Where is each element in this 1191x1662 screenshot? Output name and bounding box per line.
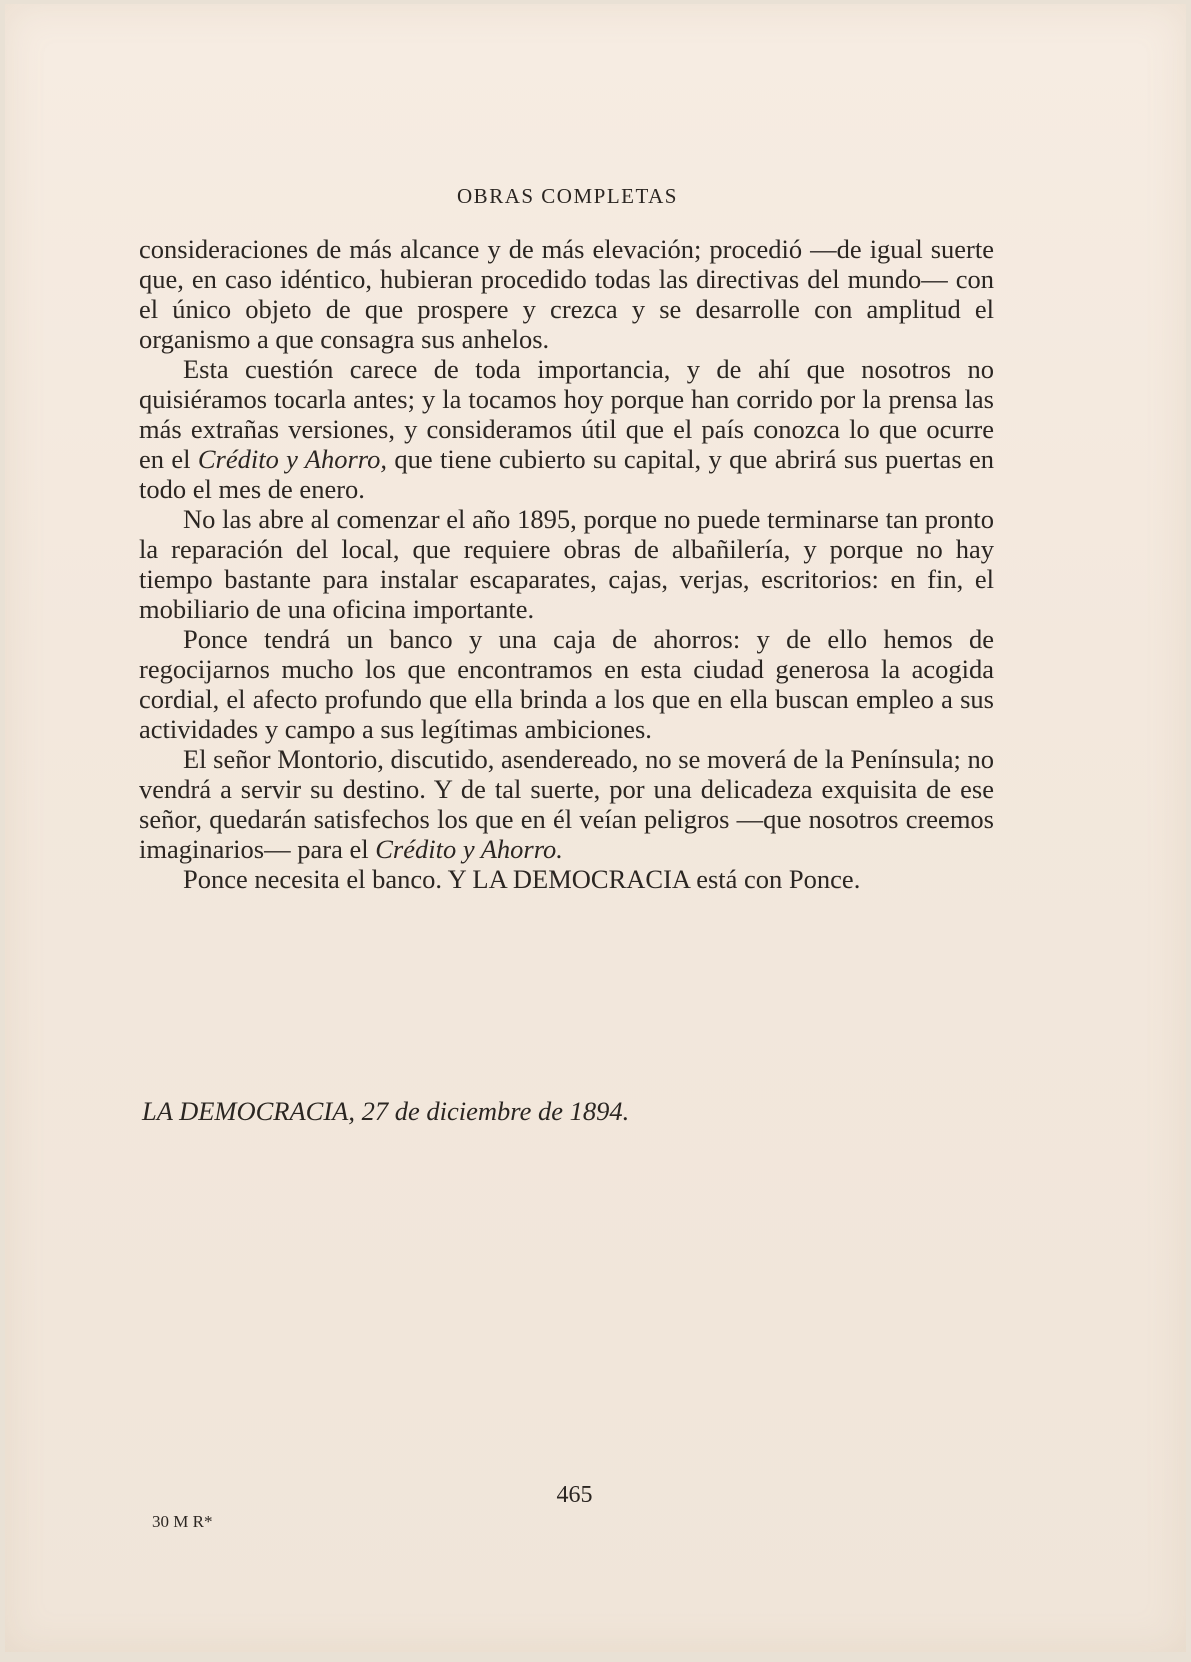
article-signature: LA DEMOCRACIA, 27 de diciembre de 1894. bbox=[142, 1096, 630, 1126]
text-segment: Esta cuestión carece de toda importancia, y de ahí que nosotros no quisiéramos tocarla antes; y la tocamos hoy porque han corrido por la prensa las más extrañas versiones, y consideramos útil que el país conozca lo que ocurre en el bbox=[139, 354, 994, 474]
paragraph bbox=[139, 504, 994, 624]
paragraph bbox=[139, 864, 994, 894]
printer-signature-mark: 30 M R* bbox=[152, 1512, 213, 1531]
running-head: OBRAS COMPLETAS bbox=[457, 184, 678, 208]
page-number: 465 bbox=[556, 1482, 593, 1508]
text-segment: El señor Montorio, discutido, asendereado, no se moverá de la Península; no vendrá a servir su destino. Y de tal suerte, por una delicadeza exquisita de ese señor, quedarán satisfechos los que en él veían peligros —que nosotros creemos imaginarios— para el bbox=[139, 744, 995, 864]
italic-text-segment: Crédito y Ahorro. bbox=[375, 834, 563, 864]
text-segment: Ponce necesita el banco. Y LA DEMOCRACIA está con Ponce. bbox=[183, 864, 861, 894]
italic-text-segment: Crédito y Ahorro, bbox=[197, 444, 388, 474]
paragraph bbox=[139, 744, 994, 864]
text-segment: consideraciones de más alcance y de más elevación; procedió —de igual suerte que, en caso idéntico, hubieran procedido todas las directivas del mundo— con el único objeto de que prospere y crezca y se desarrolle con amplitud el organismo a que consagra sus anhelos. bbox=[139, 234, 994, 354]
paragraph bbox=[139, 234, 994, 354]
body-text bbox=[139, 234, 994, 894]
text-segment: No las abre al comenzar el año 1895, porque no puede terminarse tan pronto la reparación del local, que requiere obras de albañilería, y porque no hay tiempo bastante para instalar escaparates, cajas, verjas, escritorios: en fin, el mobiliario de una oficina importante. bbox=[139, 504, 994, 624]
paragraph bbox=[139, 354, 994, 504]
text-segment: que tiene cubierto su capital, y que abrirá sus puertas en todo el mes de enero. bbox=[139, 444, 994, 504]
text-segment: Ponce tendrá un banco y una caja de ahorros: y de ello hemos de regocijarnos mucho los que encontramos en esta ciudad generosa la acogida cordial, el afecto profundo que ella brinda a los que en ella buscan empleo a sus actividades y campo a sus legítimas ambiciones. bbox=[139, 624, 994, 744]
document-page bbox=[5, 4, 1186, 1652]
paragraph bbox=[139, 624, 994, 744]
